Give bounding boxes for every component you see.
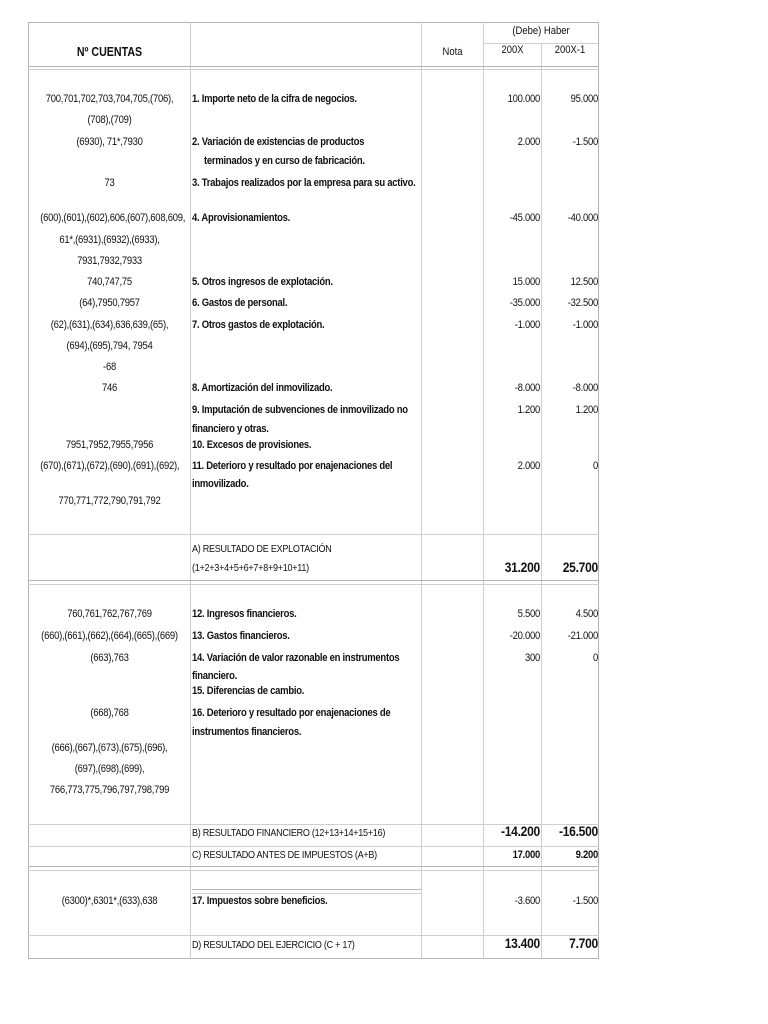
- concept-label: 10. Excesos de provisiones.: [192, 439, 312, 451]
- subtotal-label: B) RESULTADO FINANCIERO (12+13+14+15+16): [192, 827, 386, 839]
- concept-label: financiero y otras.: [192, 423, 269, 435]
- concept-label: 14. Variación de valor razonable en instrumentos: [192, 652, 400, 664]
- header-bottom: [28, 66, 599, 67]
- concept-label: inmovilizado.: [192, 478, 249, 490]
- account-codes: 766,773,775,796,797,798,799: [49, 784, 170, 796]
- account-codes: 760,761,762,767,769: [67, 608, 152, 620]
- section-c-bottom: [28, 866, 599, 867]
- account-codes: 746: [101, 382, 117, 394]
- subtotal-current: -14.200: [500, 823, 540, 839]
- subtotal-label: A) RESULTADO DE EXPLOTACIÓN: [192, 543, 332, 555]
- section-c-bottom-double: [28, 870, 599, 871]
- concept-label: 4. Aprovisionamientos.: [192, 212, 291, 224]
- concept-label: 8. Amortización del inmovilizado.: [192, 382, 333, 394]
- account-codes: (666),(667),(673),(675),(696),: [51, 742, 168, 754]
- amount-previous: 0: [592, 652, 598, 664]
- amount-previous: 0: [592, 460, 598, 472]
- concept-label: 17. Impuestos sobre beneficios.: [192, 895, 328, 907]
- year-previous-header: 200X-1: [554, 44, 586, 56]
- account-codes: (6300)*,6301*,(633),638: [61, 895, 158, 907]
- amount-current: 2.000: [517, 460, 540, 472]
- concept-label: 5. Otros ingresos de explotación.: [192, 276, 333, 288]
- amount-previous: -1.500: [572, 136, 598, 148]
- account-codes: 73: [104, 177, 115, 189]
- amount-current: 15.000: [512, 276, 540, 288]
- amount-current: 2.000: [517, 136, 540, 148]
- concept-label: financiero.: [192, 670, 238, 682]
- border-right: [598, 22, 599, 959]
- account-codes: -68: [103, 361, 116, 373]
- col-divider-note: [483, 22, 484, 959]
- total-current: 13.400: [504, 935, 540, 951]
- account-codes: 7931,7932,7933: [77, 255, 142, 267]
- subtotal-formula: (1+2+3+4+5+6+7+8+9+10+11): [192, 562, 309, 574]
- col-divider-concept: [421, 22, 422, 959]
- account-codes: (708),(709): [87, 114, 132, 126]
- account-codes: (64),7950,7957: [79, 297, 140, 309]
- concept-label: 6. Gastos de personal.: [192, 297, 288, 309]
- amount-current: -20.000: [509, 630, 540, 642]
- year-current-header: 200X: [501, 44, 524, 56]
- subtotal-current: 31.200: [504, 559, 540, 575]
- concept-label: 16. Deterioro y resultado por enajenaciones de: [192, 707, 391, 719]
- total-label: D) RESULTADO DEL EJERCICIO (C + 17): [192, 939, 355, 951]
- account-codes: (62),(631),(634),636,639,(65),: [50, 319, 169, 331]
- amount-current: -8.000: [514, 382, 540, 394]
- total-previous: 7.700: [569, 935, 598, 951]
- concept-label: 12. Ingresos financieros.: [192, 608, 297, 620]
- amount-previous: -40.000: [567, 212, 598, 224]
- concept-label: 11. Deterioro y resultado por enajenaciones del: [192, 460, 393, 472]
- section-a-bottom-double: [28, 584, 599, 585]
- account-codes: 61*,(6931),(6932),(6933),: [59, 234, 160, 246]
- amount-previous: -32.500: [567, 297, 598, 309]
- amount-current: 1.200: [517, 404, 540, 416]
- border-bottom: [28, 958, 599, 959]
- amount-current: 300: [524, 652, 540, 664]
- amount-previous: -8.000: [572, 382, 598, 394]
- amount-previous: -1.500: [572, 895, 598, 907]
- account-codes: 740,747,75: [87, 276, 132, 288]
- amount-previous: 1.200: [575, 404, 598, 416]
- border-top: [28, 22, 599, 23]
- header-bottom-double: [28, 69, 599, 70]
- concept-label: 9. Imputación de subvenciones de inmovilizado no: [192, 404, 408, 416]
- account-codes: 770,771,772,790,791,792: [58, 495, 161, 507]
- subtotal-previous: 9.200: [575, 849, 598, 861]
- accounts-header: Nº CUENTAS: [76, 44, 143, 59]
- concept-label: 1. Importe neto de la cifra de negocios.: [192, 93, 357, 105]
- amount-current: 5.500: [517, 608, 540, 620]
- subtotal-label: C) RESULTADO ANTES DE IMPUESTOS (A+B): [192, 849, 377, 861]
- border-left: [28, 22, 29, 959]
- concept-label: 2. Variación de existencias de productos: [192, 136, 365, 148]
- amount-previous: -1.000: [572, 319, 598, 331]
- concept-label: 13. Gastos financieros.: [192, 630, 290, 642]
- account-codes: (697),(698),(699),: [74, 763, 145, 775]
- account-codes: (694),(695),794, 7954: [66, 340, 153, 352]
- account-codes: 7951,7952,7955,7956: [65, 439, 154, 451]
- account-codes: (668),768: [90, 707, 129, 719]
- account-codes: (600),(601),(602),606,(607),608,609,: [40, 212, 186, 224]
- amount-current: 100.000: [507, 93, 540, 105]
- debe-haber-header: (Debe) Haber: [512, 25, 570, 37]
- section-a-top: [28, 534, 599, 535]
- amount-previous: 4.500: [575, 608, 598, 620]
- account-codes: (663),763: [90, 652, 129, 664]
- subtotal-previous: -16.500: [558, 823, 598, 839]
- account-codes: 700,701,702,703,704,705,(706),: [45, 93, 174, 105]
- note-header: Nota: [442, 46, 463, 58]
- account-codes: (670),(671),(672),(690),(691),(692),: [40, 460, 180, 472]
- subtotal-previous: 25.700: [562, 559, 598, 575]
- concept-label: 7. Otros gastos de explotación.: [192, 319, 325, 331]
- amount-previous: 12.500: [570, 276, 598, 288]
- amount-current: -1.000: [514, 319, 540, 331]
- concept-label: 3. Trabajos realizados por la empresa para su activo.: [192, 177, 416, 189]
- section-a-bottom: [28, 580, 599, 581]
- amount-previous: 95.000: [570, 93, 598, 105]
- concept-label: 15. Diferencias de cambio.: [192, 685, 305, 697]
- amount-current: -3.600: [514, 895, 540, 907]
- concept-label: terminados y en curso de fabricación.: [204, 155, 365, 167]
- account-codes: (660),(661),(662),(664),(665),(669): [41, 630, 178, 642]
- amount-current: -35.000: [509, 297, 540, 309]
- amount-previous: -21.000: [567, 630, 598, 642]
- concept-label: instrumentos financieros.: [192, 726, 302, 738]
- tax-row-top: [192, 889, 421, 890]
- col-divider-accounts: [190, 22, 191, 959]
- subtotal-current: 17.000: [512, 849, 540, 861]
- account-codes: (6930), 71*,7930: [76, 136, 143, 148]
- amount-current: -45.000: [509, 212, 540, 224]
